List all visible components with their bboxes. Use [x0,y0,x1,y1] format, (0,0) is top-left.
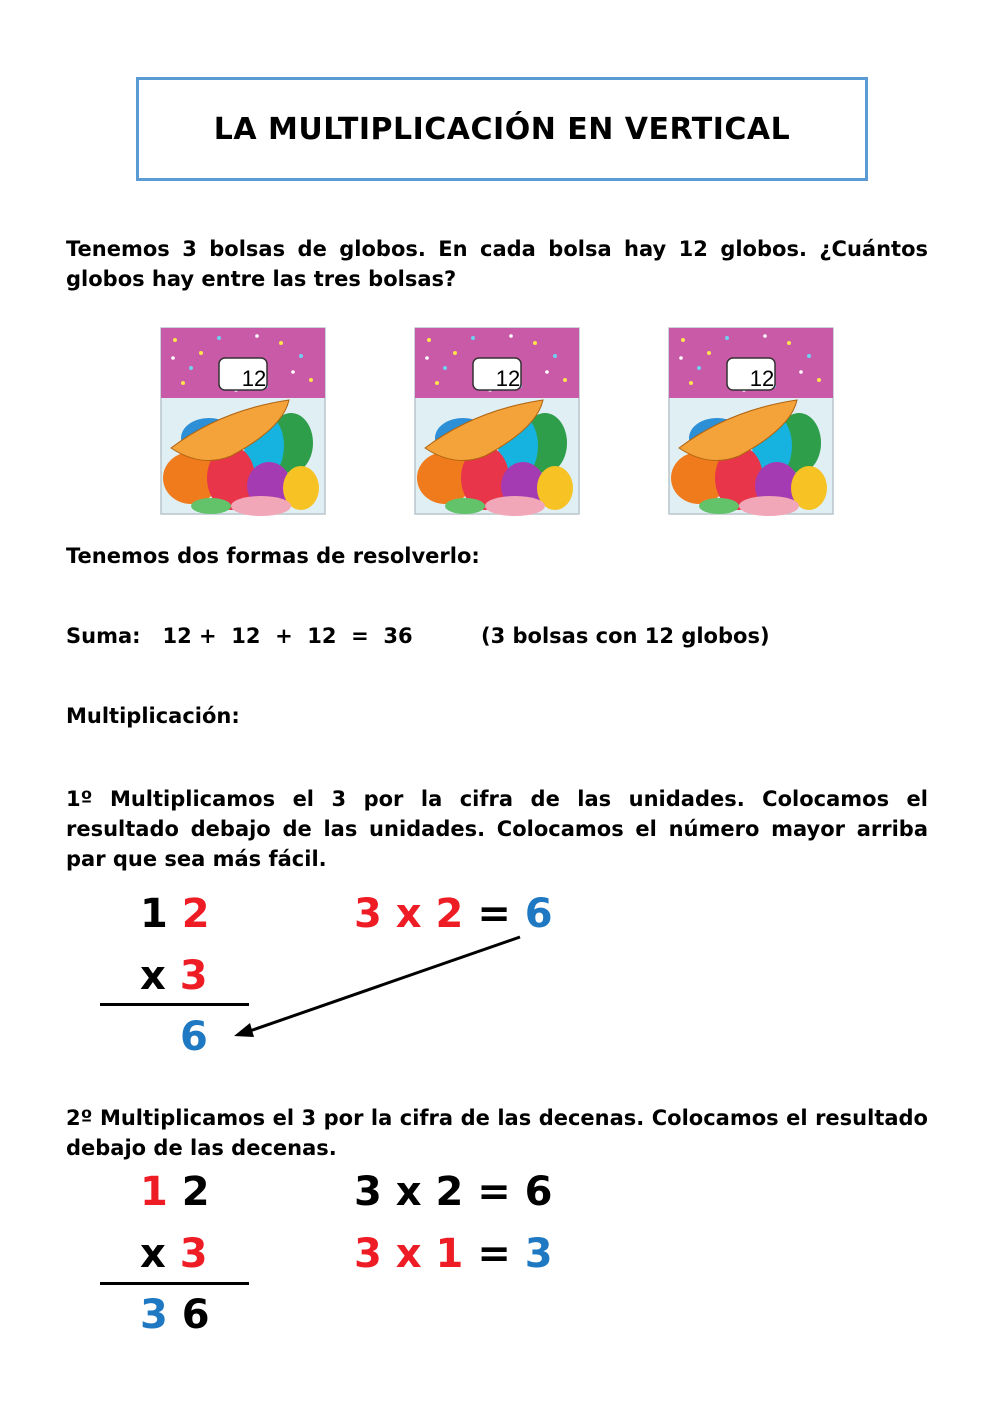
step1-eq-a: 3 [354,891,382,937]
step1-top-units: 2 [181,891,210,937]
step1-eq-b: 2 [435,891,464,937]
step2-times-sign: x [140,1231,166,1277]
step2-result-line [100,1282,249,1285]
multiplication-label: Multiplicación: [66,704,240,728]
step2-eq2-result: 3 [524,1231,553,1277]
step2-text: 2º Multiplicamos el 3 por la cifra de las decenas. Colocamos el resultado debajo de las decenas. [66,1106,928,1160]
bag-2-label: 12 [495,366,521,391]
step2-eq2-x: x [395,1231,422,1277]
bag-1-label: 12 [241,366,267,391]
step1-result-units: 6 [180,1014,208,1060]
step1-text: 1º Multiplicamos el 3 por la cifra de las unidades. Colocamos el resultado debajo de las unidades. Colocamos el número mayor arriba par que sea más fácil. [66,787,928,871]
step1-eq-equals: = [477,891,511,937]
two-ways-text: Tenemos dos formas de resolverlo: [66,544,480,568]
step1-top-tens: 1 [140,891,168,937]
step2-equation-1: 3 x 2 = 6 [354,1169,553,1215]
step2-result-units: 6 [181,1292,210,1338]
arrow-head-icon [234,1023,254,1037]
step2-top-tens: 1 [140,1169,168,1215]
step2-top-number [140,1168,210,1216]
step2-multiplier-row [140,1230,208,1278]
step2-result-tens: 3 [140,1292,168,1338]
step1-times-sign: x [140,953,166,999]
sum-label: Suma: [66,624,141,648]
step2-eq2-a: 3 [354,1231,382,1277]
sum-expression: 12 + 12 + 12 = 36 [162,624,413,648]
step2-eq2-equals: = [477,1231,511,1277]
step1-top-number [140,890,210,938]
step1-multiplier: 3 [179,953,208,999]
step2-top-units: 2 [181,1169,210,1215]
step2-equation-2 [354,1230,553,1278]
step2-result [140,1291,210,1339]
sum-note: (3 bolsas con 12 globos) [481,624,770,648]
bag-3-label: 12 [749,366,775,391]
step1-eq-x: x [395,891,422,937]
problem-text: Tenemos 3 bolsas de globos. En cada bolsa hay 12 globos. ¿Cuántos globos hay entre las tres bolsas? [66,237,928,291]
page-title: LA MULTIPLICACIÓN EN VERTICAL [213,111,791,147]
balloon-bags-illustration [150,322,850,542]
step2-eq2-b: 1 [435,1231,464,1277]
step1-multiplier-row [140,952,208,1000]
arrow-line [244,937,520,1033]
step1-eq-result: 6 [524,891,553,937]
step1-arrow [220,925,530,1045]
step2-multiplier: 3 [179,1231,208,1277]
title-box [136,77,868,181]
sum-line [66,624,413,648]
